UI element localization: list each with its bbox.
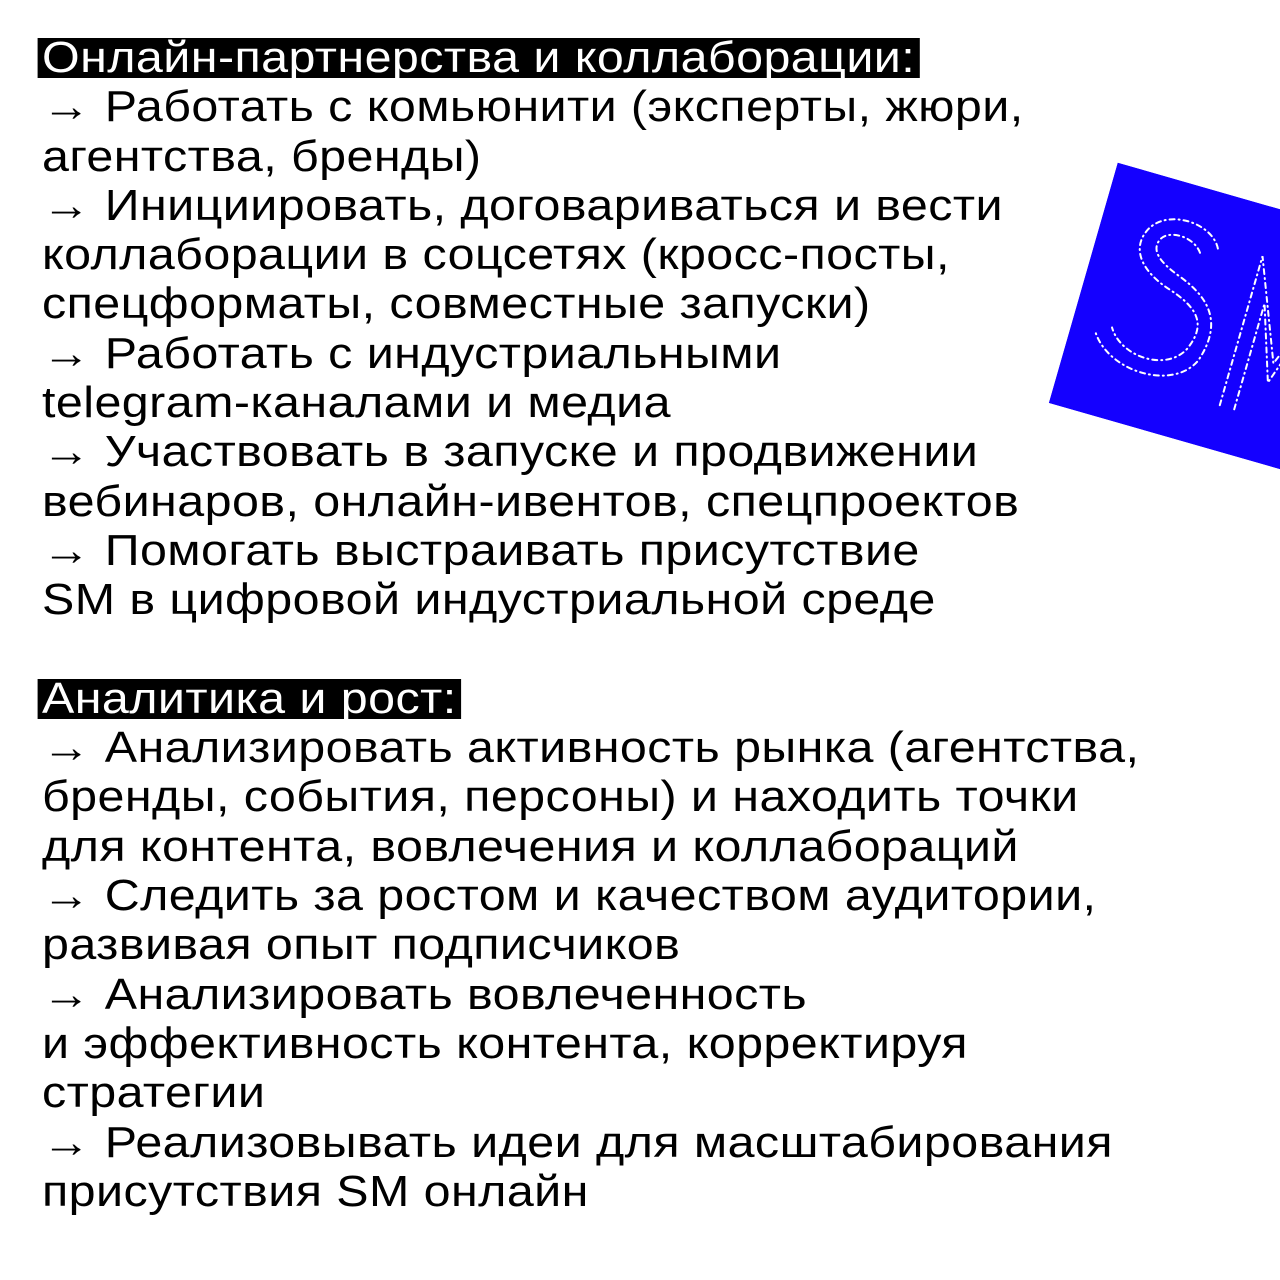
text-line: → Работать с комьюнити (эксперты, жюри, — [42, 82, 1024, 132]
text-line: → Помогать выстраивать присутствие — [42, 525, 920, 575]
text-line: для контента, вовлечения и коллабораций — [42, 821, 1019, 871]
section-heading-analytics — [42, 674, 1280, 723]
text-line: → Реализовывать идеи для масштабирования — [42, 1117, 1113, 1167]
section-spacer — [42, 625, 1242, 674]
text-line: коллаборации в соцсетях (кросс-посты, — [42, 230, 950, 280]
text-line: SM в цифровой индустриальной среде — [42, 575, 936, 625]
text-line: и эффективность контента, корректируя — [42, 1018, 968, 1068]
document-body — [42, 33, 1242, 1216]
text-line: → Анализировать активность рынка (агентства, — [42, 723, 1140, 773]
text-line: telegram-каналами и медиа — [42, 378, 671, 428]
text-line: → Работать с индустриальными — [42, 328, 782, 378]
text-line: присутствия SM онлайн — [42, 1166, 589, 1216]
text-line: вебинаров, онлайн-ивентов, спецпроектов — [42, 476, 1020, 526]
section-heading-partnerships — [42, 33, 1280, 82]
text-line: агентства, бренды) — [42, 131, 482, 181]
text-line: бренды, события, персоны) и находить точки — [42, 772, 1079, 822]
text-line: спецформаты, совместные запуски) — [42, 279, 871, 329]
text-line: → Инициировать, договариваться и вести — [42, 180, 1004, 230]
text-line: развивая опыт подписчиков — [42, 920, 681, 970]
section-heading-label: Онлайн-партнерства и коллаборации: — [38, 38, 920, 78]
section-heading-label: Аналитика и рост: — [38, 679, 461, 719]
text-line: → Анализировать вовлеченность — [42, 969, 808, 1019]
text-line: стратегии — [42, 1068, 266, 1118]
text-line: → Следить за ростом и качеством аудитории, — [42, 871, 1097, 921]
text-line: → Участвовать в запуске и продвижении — [42, 427, 979, 477]
